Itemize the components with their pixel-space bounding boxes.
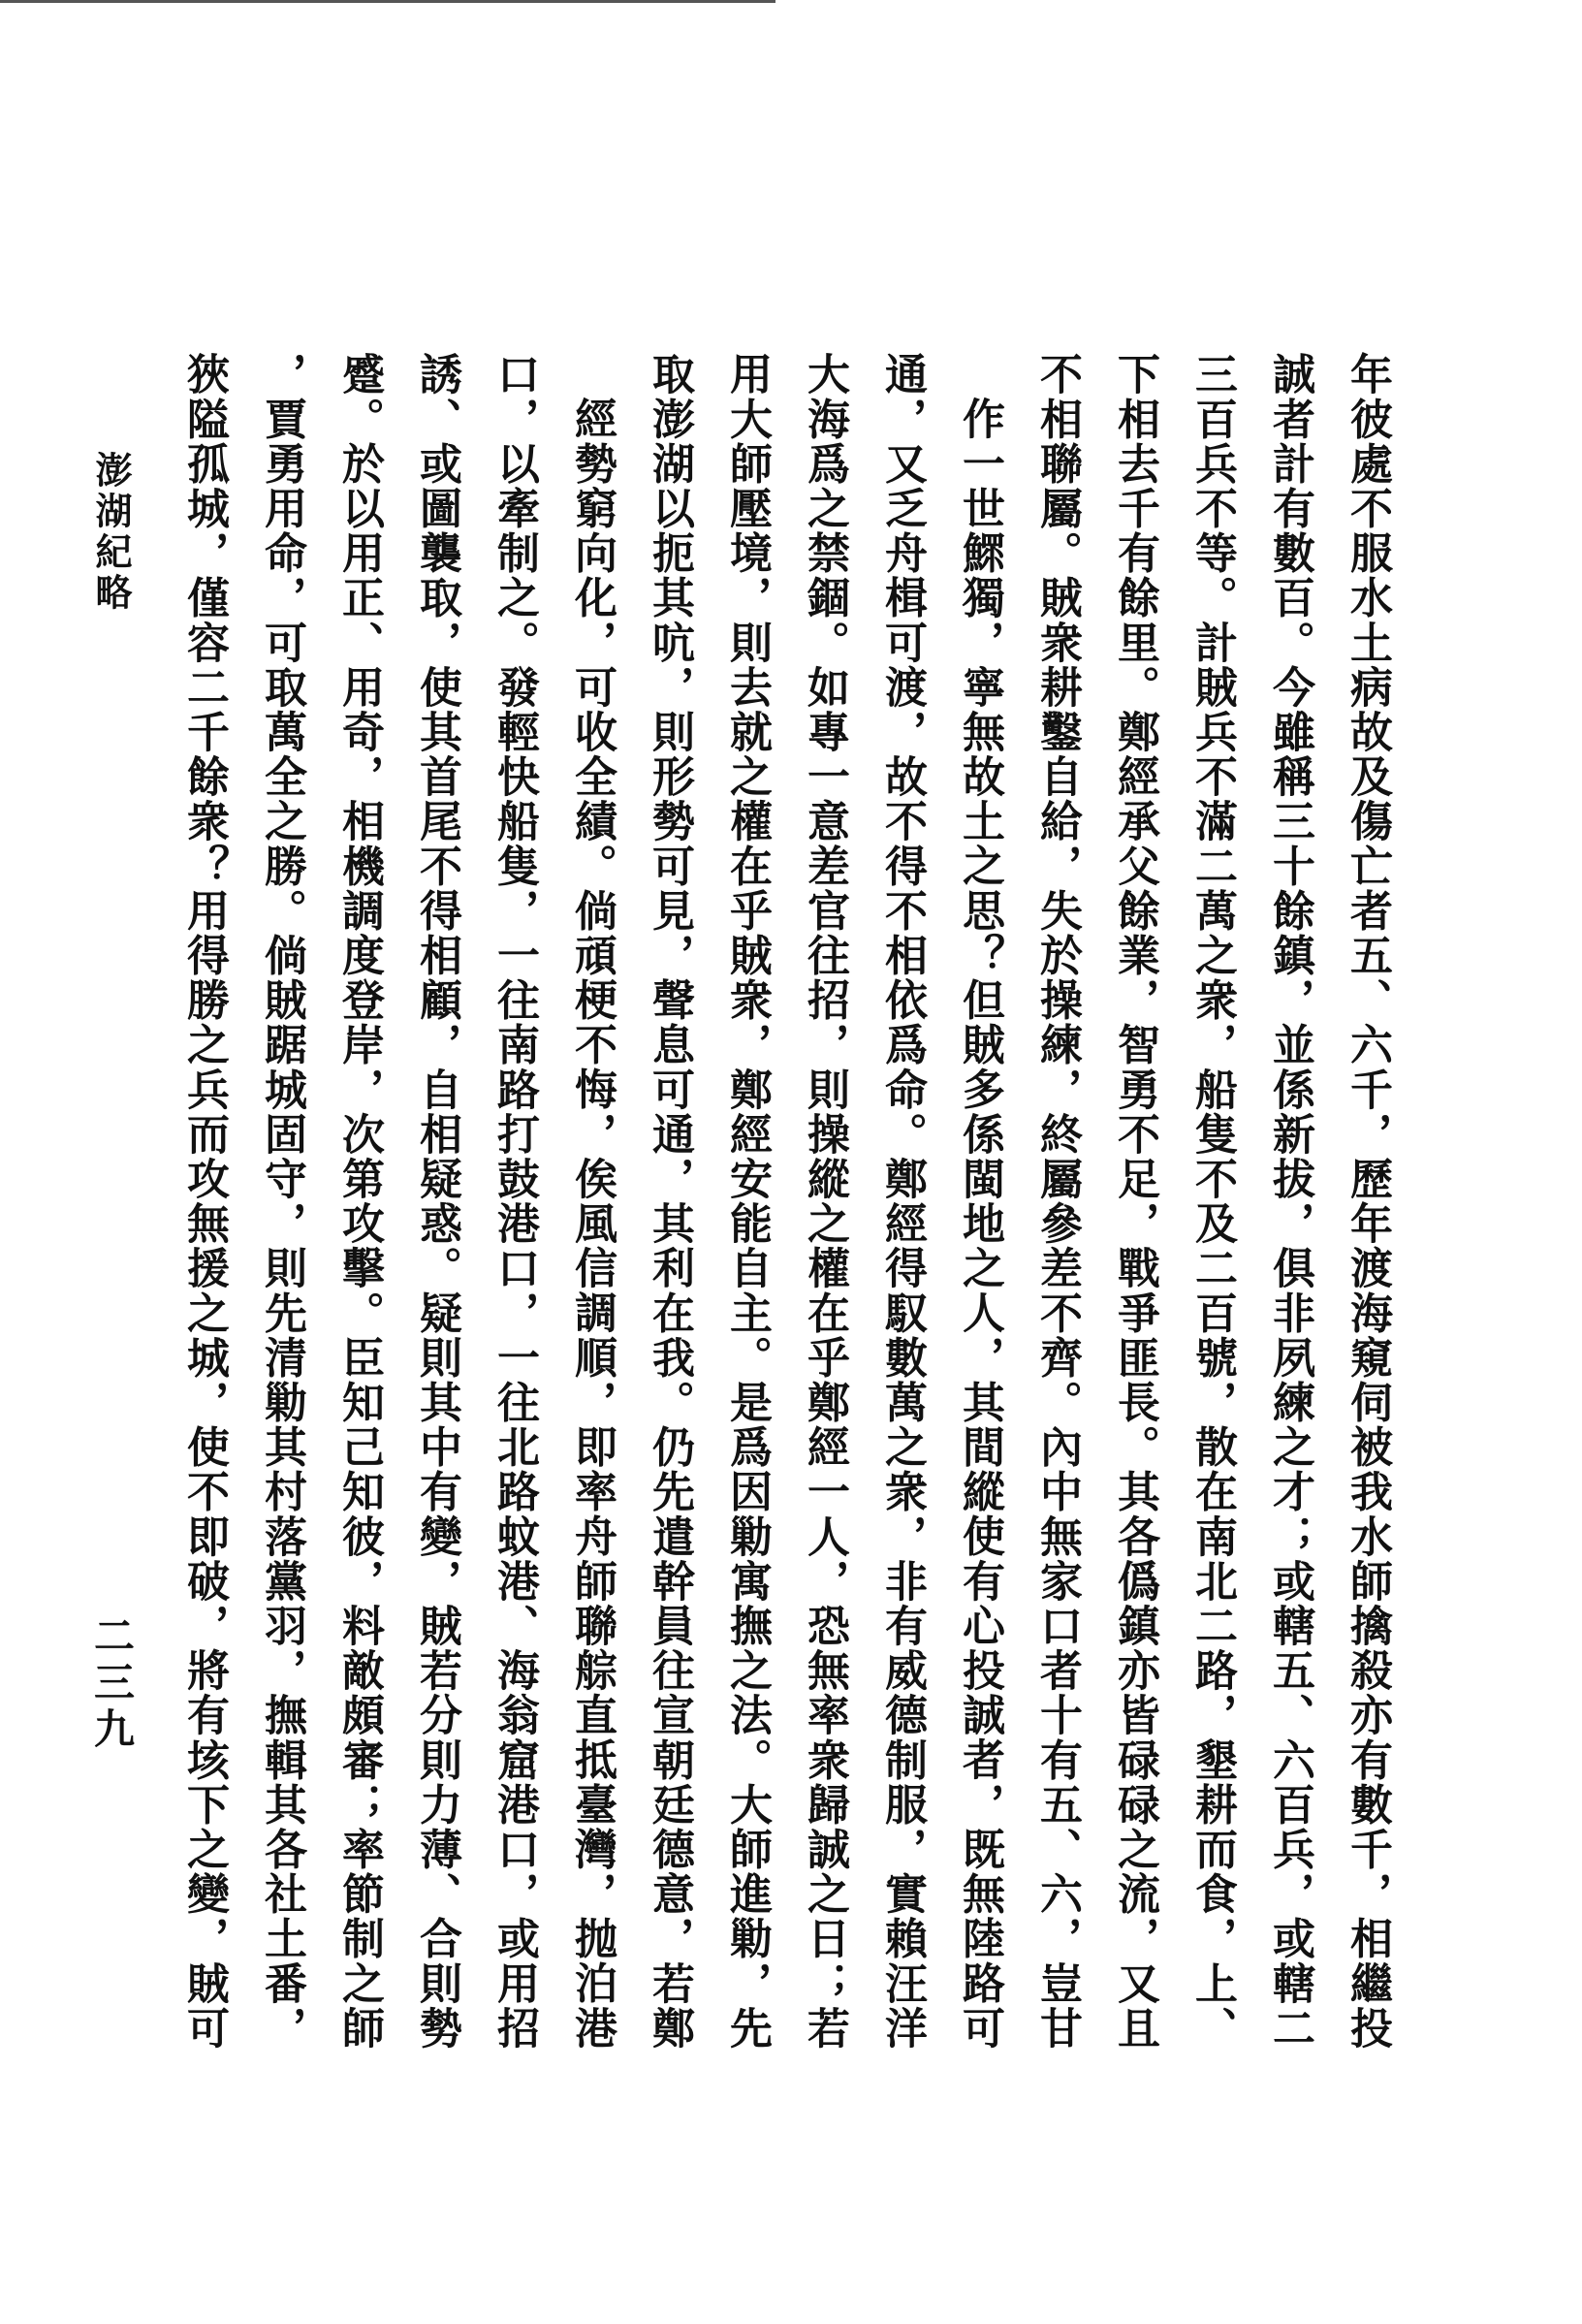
text-column: 、三百兵不等。計賊兵不滿二萬之衆，船隻不及二百號，散在南北二路，墾耕而食，上 [1187, 352, 1237, 2051]
text-column: 不相聯屬。賊衆耕鑿自給，失於操練，終屬參差不齊。內中無家口者十有五、六，豈甘 [1032, 352, 1082, 2051]
text-column: 狹隘孤城，僅容二千餘衆？用得勝之兵而攻無援之城，使不即破，將有垓下之變，賊可 [179, 352, 229, 2051]
top-edge-rule [0, 0, 775, 3]
text-column: 通，又乏舟楫可渡，故不得不相依爲命。鄭經得馭數萬之衆，非有威德制服，實賴汪洋 [877, 352, 927, 2051]
text-column: 誘、或圖襲取，使其首尾不得相顧，自相疑惑。疑則其中有變，賊若分則力薄、合則勢 [412, 352, 461, 2051]
margin-book-title: 澎湖紀略 [89, 451, 133, 614]
text-column: 口，以牽制之。發輕快船隻，一往南路打鼓港口，一往北路蚊港、海翁窟港口，或用招 [490, 352, 539, 2051]
text-column: 取澎湖以扼其吭，則形勢可見，聲息可通，其利在我。仍先遣幹員往宣朝廷德意，若鄭 [645, 352, 694, 2051]
text-column: ，賈勇用命，可取萬全之勝。倘賊踞城固守，則先清勦其村落黨羽，撫輯其各社土番， [257, 352, 306, 2051]
page-number: 二三九 [88, 1614, 136, 1754]
text-column: 經勢窮向化，可收全績。倘頑梗不悔，俟風信調順，即率舟師聯䑸直抵臺灣，抛泊港 [567, 397, 617, 2051]
text-column: 作一世鰥獨，寧無故土之思？但賊多係閩地之人，其間縱使有心投誠者，既無陸路可 [955, 397, 1004, 2051]
text-column: 下相去千有餘里。鄭經承父餘業，智勇不足，戰爭匪長。其各僞鎮亦皆碌碌之流，又且 [1110, 352, 1159, 2051]
text-column: 用大師壓境，則去就之權在乎賊衆，鄭經安能自主。是爲因勦寓撫之法。大師進勦，先 [722, 352, 772, 2051]
text-column: 年彼處不服水土病故及傷亡者五、六千，歷年渡海窺伺被我水師擒殺亦有數千，相繼投 [1343, 352, 1392, 2051]
text-column: 誠者計有數百。今雖稱三十餘鎮，並係新拔，俱非夙練之才；或轄五、六百兵，或轄二 [1265, 352, 1314, 2051]
vertical-text-block [170, 218, 1396, 2051]
text-column: 蹙。於以用正、用奇，相機調度登岸，次第攻擊。臣知己知彼，料敵頗審；率節制之師 [334, 352, 384, 2051]
text-column: 大海爲之禁錮。如專一意差官往招，則操縱之權在乎鄭經一人，恐無率衆歸誠之日；若 [800, 352, 849, 2051]
